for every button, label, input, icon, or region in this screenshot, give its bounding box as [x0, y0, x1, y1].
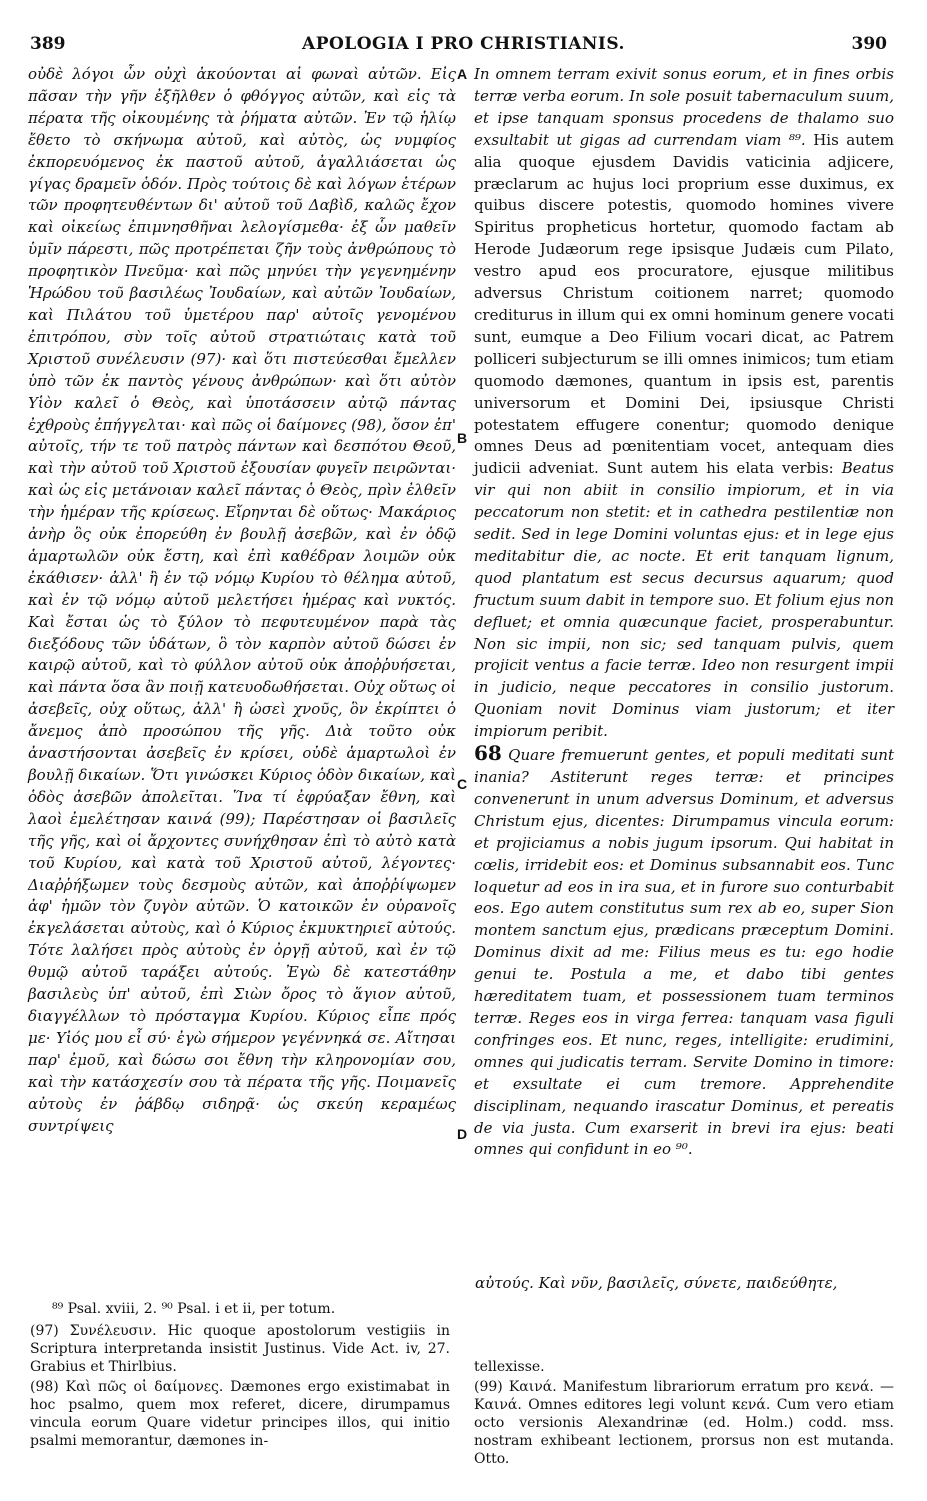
running-title: APOLOGIA I PRO CHRISTIANIS. [302, 34, 625, 54]
footnote-97: (97) Συνέλευσιν. Hic quoque apostolorum vestigiis in Scriptura interpretanda insistit Justinus. Vide Act. iv, 27. Grabius et Thirlbius. [30, 1323, 450, 1375]
greek-bridge-line: αὐτούς. Καὶ νῦν, βασιλεῖς, σύνετε, παιδεύθητε, [475, 1274, 838, 1292]
running-header [0, 34, 927, 56]
section-number: 68 [474, 741, 502, 766]
latin-text-psalm-2: Quare fremuerunt gentes, et populi meditati sunt inania? Astiterunt reges terræ: et principes convenerunt in unum adversus Dominum, et adversus Christum ejus, dicentes: Dirumpamus vincula eorum: et projiciamus a nobis jugum ipsorum. Qui habitat in cœlis, irridebit eos: et Dominus subsannabit eos. Tunc loquetur ad eos in ira sua, et in furore suo conturbabit eos. Ego autem constitutus sum rex ab eo, super Sion montem sanctum ejus, prædicans præceptum Domini. Dominus dixit ad me: Filius meus es tu: ego hodie genui te. Postula a me, et dabo tibi gentes hæreditatem tuam, et possessionem tuam terminos terræ. Reges eos in virga ferrea: tanquam vasa figuli confringes eos. Et nunc, reges, intelligite: erudimini, omnes qui judicatis terram. Servite Domino in timore: et exsultate ei cum tremore. Apprehendite disciplinam, nequando irascatur Dominus, et pereatis de via justa. Cum exarserit in brevi ira ejus: beati omnes qui confidunt in eo ⁹⁰. [474, 746, 894, 1159]
footnotes-right [474, 1358, 894, 1470]
margin-mark-b: B [457, 430, 468, 446]
scripture-references: ⁸⁹ Psal. xviii, 2. ⁹⁰ Psal. i et ii, per totum. [52, 1301, 336, 1317]
latin-column [474, 64, 894, 1161]
margin-mark-c: C [457, 776, 468, 792]
greek-text: οὐδὲ λόγοι ὧν οὐχὶ ἀκούονται αἱ φωναὶ αὐτῶν. Εἰς πᾶσαν τὴν γῆν ἐξῆλθεν ὁ φθόγγος αὐτῶν, καὶ εἰς τὰ πέρατα τῆς οἰκουμένης τὰ ῥήματα αὐτῶν. Ἐν τῷ ἡλίῳ ἔθετο τὸ σκήνωμα αὐτοῦ, καὶ αὐτὸς, ὡς νυμφίος ἐκπορευόμενος ἐκ παστοῦ αὐτοῦ, ἀγαλλιάσεται ὡς γίγας δραμεῖν ὁδόν. Πρὸς τούτοις δὲ καὶ λόγων ἑτέρων τῶν προφητευθέντων δι' αὐτοῦ τοῦ Δαβὶδ, καλῶς ἔχον καὶ οἰκείως ἐπιμνησθῆναι λελογίσμεθα· ἐξ ὧν μαθεῖν ὑμῖν πάρεστι, πῶς προτρέπεται ζῆν τοὺς ἀνθρώπους τὸ προφητικὸν Πνεῦμα· καὶ πῶς μηνύει τὴν γεγενημένην Ἡρώδου τοῦ βασιλέως Ἰουδαίων, καὶ αὐτῶν Ἰουδαίων, καὶ Πιλάτου τοῦ ὑμετέρου παρ' αὐτοῖς γενομένου ἐπιτρόπου, σὺν τοῖς αὐτοῦ στρατιώταις κατὰ τοῦ Χριστοῦ συνέλευσιν (97)· καὶ ὅτι πιστεύεσθαι ἔμελλεν ὑπὸ τῶν ἐκ παντὸς γένους ἀνθρώπων· καὶ ὅτι αὐτὸν Υἱὸν καλεῖ ὁ Θεὸς, καὶ ὑποτάσσειν αὐτῷ πάντας ἐχθροὺς ἐπήγγελται· καὶ πῶς οἱ δαίμονες (98), ὅσον ἐπ' αὐτοῖς, τήν τε τοῦ πατρὸς πάντων καὶ δεσπότου Θεοῦ, καὶ τὴν αὐτοῦ τοῦ Χριστοῦ ἐξουσίαν φυγεῖν πειρῶνται· καὶ ὡς εἰς μετάνοιαν καλεῖ πάντας ὁ Θεὸς, πρὶν ἐλθεῖν τὴν ἡμέραν τῆς κρίσεως. Εἴρηνται δὲ οὕτως· Μακάριος ἀνὴρ ὃς οὐκ ἐπορεύθη ἐν βουλῇ ἀσεβῶν, καὶ ἐν ὁδῷ ἁμαρτωλῶν οὐκ ἔστη, καὶ ἐπὶ καθέδραν λοιμῶν οὐκ ἐκάθισεν· ἀλλ' ἢ ἐν τῷ νόμῳ Κυρίου τὸ θέλημα αὐτοῦ, καὶ ἐν τῷ νόμῳ αὐτοῦ μελετήσει ἡμέρας καὶ νυκτός. Καὶ ἔσται ὡς τὸ ξύλον τὸ πεφυτευμένον παρὰ τὰς διεξόδους τῶν ὑδάτων, ὃ τὸν καρπὸν αὐτοῦ δώσει ἐν καιρῷ αὐτοῦ, καὶ τὸ φύλλον αὐτοῦ οὐκ ἀποῤῥυήσεται, καὶ πάντα ὅσα ἂν ποιῇ κατευοδωθήσεται. Οὐχ οὕτως οἱ ἀσεβεῖς, οὐχ οὕτως, ἀλλ' ἢ ὡσεὶ χνοῦς, ὃν ἐκρίπτει ὁ ἄνεμος ἀπὸ προσώπου τῆς γῆς. Διὰ τοῦτο οὐκ ἀναστήσονται ἀσεβεῖς ἐν κρίσει, οὐδὲ ἁμαρτωλοὶ ἐν βουλῇ δικαίων. Ὅτι γινώσκει Κύριος ὁδὸν δικαίων, καὶ ὁδὸς ἀσεβῶν ἀπολεῖται. Ἵνα τί ἐφρύαξαν ἔθνη, καὶ λαοὶ ἐμελέτησαν καινά (99); Παρέστησαν οἱ βασιλεῖς τῆς γῆς, καὶ οἱ ἄρχοντες συνήχθησαν ἐπὶ τὸ αὐτὸ κατὰ τοῦ Κυρίου, καὶ κατὰ τοῦ Χριστοῦ αὐτοῦ, λέγοντες· Διαῤῥήξωμεν τοὺς δεσμοὺς αὐτῶν, καὶ ἀποῤῥίψωμεν ἀφ' ἡμῶν τὸν ζυγὸν αὐτῶν. Ὁ κατοικῶν ἐν οὐρανοῖς ἐκγελάσεται αὐτοὺς, καὶ ὁ Κύριος ἐκμυκτηριεῖ αὐτούς. Τότε λαλήσει πρὸς αὐτοὺς ἐν ὀργῇ αὐτοῦ, καὶ ἐν τῷ θυμῷ αὐτοῦ ταράξει αὐτούς. Ἐγὼ δὲ κατεστάθην βασιλεὺς ὑπ' αὐτοῦ, ἐπὶ Σιὼν ὄρος τὸ ἅγιον αὐτοῦ, διαγγέλλων τὸ πρόσταγμα Κυρίου. Κύριος εἶπε πρός με· Υἱός μου εἶ σύ· ἐγὼ σήμερον γεγέννηκά σε. Αἴτησαι παρ' ἐμοῦ, καὶ δώσω σοι ἔθνη τὴν κληρονομίαν σου, καὶ τὴν κατάσχεσίν σου τὰ πέρατα τῆς γῆς. Ποιμανεῖς αὐτοὺς ἐν ῥάβδῳ σιδηρᾷ· ὡς σκεύη κεραμέως συντρίψεις [28, 65, 456, 1135]
footnote-99: (99) Καινά. Manifestum librariorum erratum pro κενά. — Καινά. Omnes editores legi volunt κενά. Cum vero etiam octo versionis Alexandrinæ (ed. Holm.) codd. mss. nostram exhibeant lectionem, prorsus non est mutanda. Otto. [474, 1379, 894, 1467]
margin-mark-a: A [457, 66, 468, 82]
latin-text-prose: His autem alia quoque ejusdem Davidis vaticinia adjicere, præclarum ac hujus loci proprium esse duximus, ex quibus discere potestis, quomodo homines vivere Spiritus propheticus hortetur, quomodo factam ab Herode Judæorum rege ipsisque Judæis cum Pilato, vestro apud eos procuratore, ejusque militibus adversus Christum coitionem narret; quomodo crediturus in illum qui ex omni hominum genere vocati sunt, eumque a Deo Filium vocari dicat, ac Patrem polliceri subjecturum se illi omnes inimicos; tum etiam quomodo dæmones, quantum in ipsis est, parentis universorum et Domini Dei, ipsiusque Christi potestatem effugere conentur; quomodo denique omnes Deus ad pœnitentiam vocet, antequam dies judicii adveniat. Sunt autem his elata verbis: [474, 130, 894, 478]
footnote-98: (98) Καὶ πῶς οἱ δαίμονες. Dæmones ergo existimabat in hoc psalmo, quem mox referet, dicere, dirumpamus vincula eorum Quare videtur principes illos, qui initio psalmi memorantur, dæmones in- [30, 1379, 450, 1449]
latin-text-psalm-1: Beatus vir qui non abiit in consilio impiorum, et in via peccatorum non stetit: et in cathedra pestilentiæ non sedit. Sed in lege Domini voluntas ejus: et in lege ejus meditabitur die, ac nocte. Et erit tanquam lignum, quod plantatum est secus decursus aquarum; quod fructum suum dabit in tempore suo. Et folium ejus non defluet; et omnia quæcunque faciet, prosperabuntur. Non sic impii, non sic; sed tanquam pulvis, quem projicit ventus a facie terræ. Ideo non resurgent impii in judicio, neque peccatores in consilio justorum. Quoniam novit Dominus viam justorum; et iter impiorum peribit. [474, 459, 894, 741]
footnotes-left [30, 1322, 450, 1452]
margin-mark-d: D [457, 1126, 468, 1142]
page-number-left: 389 [30, 34, 66, 54]
page-number-right: 390 [851, 34, 887, 54]
footnote-98-continued: tellexisse. [474, 1359, 545, 1375]
latin-text-psalm-18: In omnem terram exivit sonus eorum, et in fines orbis terræ verba eorum. In sole posuit tabernaculum suum, et ipse tanquam sponsus procedens de thalamo suo exsultabit ut gigas ad currendam viam ⁸⁹. [474, 65, 894, 149]
greek-column [28, 64, 456, 1137]
